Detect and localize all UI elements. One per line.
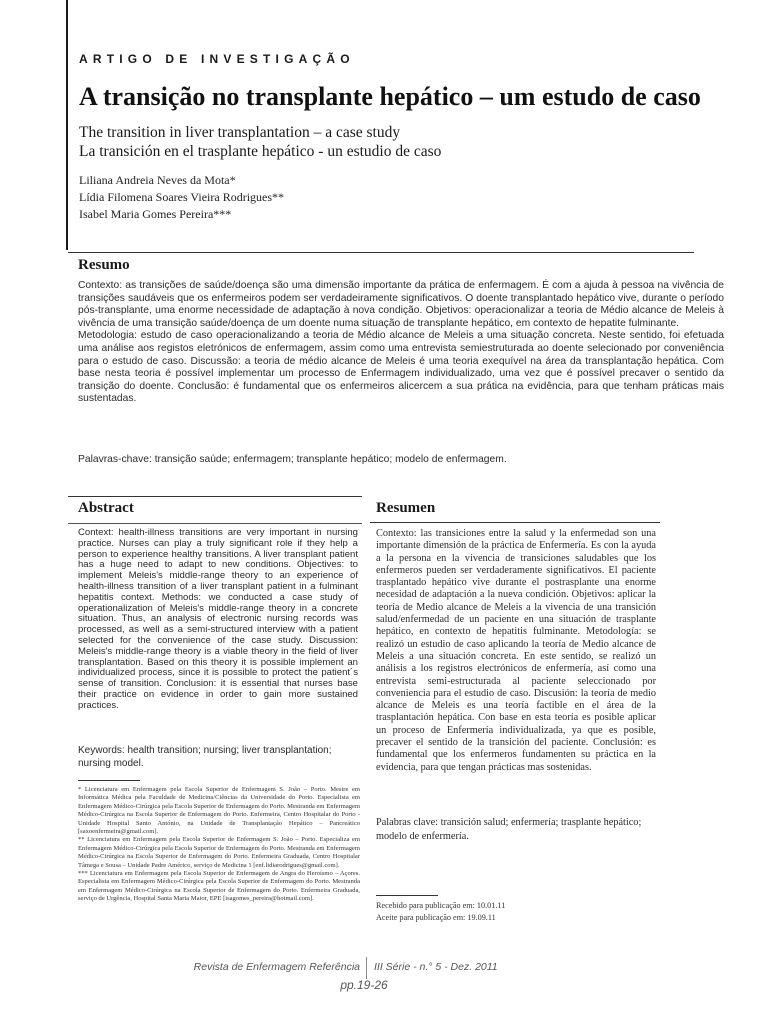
author-name: Liliana Andreia Neves da Mota*	[79, 173, 236, 187]
section-divider	[68, 523, 362, 524]
abstract-keywords: Keywords: health transition; nursing; liver transplantation; nursing model.	[78, 745, 332, 769]
section-divider	[68, 252, 694, 253]
dates-divider	[376, 895, 438, 896]
footer-divider	[366, 957, 367, 979]
footnote: ** Licenciatura em Enfermagem pela Escola Superior de Enfermagem S. João – Porto. Especializa em Enfermagem Médico-Cirúrgica pela Escola Superior de Enfermagem do Porto. Mestranda em Enfermagem Médico-Cirúrgica na Escola Superior de Enfermagem do Porto. Enfermeira Graduada, Centro Hospitalar Tâmega e Sousa – Unidade Padre Américo, serviço de Medicina 1 [enf.lidiarodrigues@gmail.com].	[78, 836, 360, 869]
subtitle-spanish: La transición en el trasplante hepático - un estudio de caso	[79, 143, 442, 160]
resumo-keywords: Palavras-chave: transição saúde; enfermagem; transplante hepático; modelo de enfermagem.	[78, 454, 507, 465]
section-divider	[68, 496, 362, 497]
section-label: ARTIGO DE INVESTIGAÇÃO	[79, 52, 355, 66]
resumo-heading: Resumo	[78, 257, 130, 273]
article-title: A transição no transplante hepático – um estudo de caso	[79, 82, 701, 111]
subtitle-english: The transition in liver transplantation – a case study	[79, 124, 401, 141]
author-footnotes	[78, 786, 360, 904]
footnote: *** Licenciatura em Enfermagem pela Escola Superior de Enfermagem de Angra do Heroísmo – Açores. Especialista em Enfermagem Médico-Cirúrgica pela Escola Superior de Enfermagem do Porto. Mestranda em Enfermagem Médico-Cirúrgica na Escola Superior de Enfermagem do Porto. Enfermeira Graduada, serviço de Urgência, Hospital Santa Maria Maior, EPE [isagomes_pereira@hotmail.com].	[78, 870, 360, 903]
abstract-body: Context: health-illness transitions are very important in nursing practice. Nurses can play a truly significant role if they help a person to experience healthy transitions. A liver transplant patient has a huge need to adapt to new conditions. Objectives: to implement Meleis's middle-range theory to an experience of health-illness transition of a liver transplant patient in a fulminant hepatitis context. Methods: we conducted a case study of operationalization of Meleis's middle-range theory in a concrete situation. Thus, an analysis of electronic nursing records was processed, as well as a semi-structured interview with a patient selected for the convenience of the case study. Discussion: Meleis's middle-range theory is a viable theory in the field of liver transplantation. Based on this theory it is possible implement an individualized process, since it is possible to protect the patient´s sense of transition. Conclusion: it is essential that nurses base their practice on evidence in order to gain more sustained practices.	[78, 527, 358, 711]
resumen-heading: Resumen	[376, 500, 436, 516]
resumo-paragraph: Contexto: as transições de saúde/doença são uma dimensão importante da prática de enfermagem. É com a ajuda à pessoa na vivência de transições saudáveis que os enfermeiros podem ser verdadeiramente significativos. O doente transplantado hepático vive, durante o período pós-transplante, uma enorme necessidade de adaptação à nova condição. Objetivos: operacionalizar a teoria de Médio alcance de Meleis à vivência de uma transição saúde/doença de um doente numa situação de transplante hepático, em contexto de hepatite fulminante.	[78, 280, 724, 329]
header-vertical-rule	[66, 0, 68, 250]
abstract-heading: Abstract	[78, 500, 134, 516]
footer-page-range: pp.19-26	[340, 978, 388, 992]
publication-dates	[376, 900, 505, 924]
accepted-date: Aceite para publicação em: 19.09.11	[376, 913, 496, 922]
resumen-body: Contexto: las transiciones entre la salud y la enfermedad son una importante dimensión de la práctica de Enfermería. Es con la ayuda a la persona en la vivencia de transiciones saludables que los enfermeros pueden ser verdaderamente significativos. El paciente trasplantado hepático vive durante el postrasplante una enorme necesidad de adaptación a la nueva condición. Objetivos: aplicar la teoría de Medio alcance de Meleis a la vivencia de una transición salud/enfermedad de un paciente en una situación de trasplante hepático, en contexto de hepatitis fulminante. Metodología: se realizó un estudio de caso aplicando la teoría de Medio alcance de Meleis a una situación concreta. En este sentido, se realizó un análisis a los registros electrónicos de enfermería, así como una entrevista semi-estructurada al paciente seleccionado por conveniencia para el estudio de caso. Discusión: la teoría de medio alcance de Meleis es una teoría factible en el área de la trasplantación hepática. Con base en esta teoría es posible aplicar un proceso de Enfermería individualizada, ya que es posible, precaver el sentido de la transición del paciente. Conclusión: es fundamental que los enfermeros fundamenten su práctica en la evidencia, para que tengan prácticas mas sostenidas.	[376, 528, 656, 773]
footnote: * Licenciatura em Enfermagem pela Escola Superior de Enfermagem S. João – Porto. Mestre em Informática Médica pela Faculdade de Medicina/Ciências da Universidade do Porto. Especialista em Enfermagem Médico-Cirúrgica pela Escola Superior de Enfermagem do Porto. Mestranda em Enfermagem Médico-Cirúrgica na Escola Superior de Enfermagem do Porto. Enfermeira, Centro Hospitalar do Porto - Unidade Hospital Santo António, na Unidade de Transplantação Hepático – Pancreático [saxoenfermeira@gmail.com].	[78, 786, 360, 836]
footer-journal-name: Revista de Enfermagem Referência	[193, 961, 360, 973]
footer-issue: III Série - n.° 5 - Dez. 2011	[374, 961, 498, 973]
footnote-divider	[78, 780, 140, 781]
resumo-body	[78, 280, 724, 406]
resumo-paragraph: Metodologia: estudo de caso operacionalizando a teoria de Médio alcance de Meleis a uma situação concreta. Neste sentido, foi efetuada uma análise aos registos eletrónicos de enfermagem, assim como uma entrevista semiestruturada ao doente selecionado por conveniência para o estudo de caso. Discussão: a teoria de médio alcance de Meleis é uma teoria exequível na área da transplantação hepática. Com base nesta teoria é possível implementar um processo de Enfermagem individualizado, uma vez que é possível precaver o sentido da transição do doente. Conclusão: é fundamental que os enfermeiros alicercem a sua prática na evidência, para que tenham práticas mais sustentadas.	[78, 330, 724, 405]
author-list	[79, 172, 284, 223]
section-divider	[370, 522, 660, 523]
resumen-keywords: Palabras clave: transición salud; enfermería; trasplante hepático; modelo de enfermería.	[376, 817, 642, 842]
author-name: Lídia Filomena Soares Vieira Rodrigues**	[79, 190, 285, 204]
received-date: Recebido para publicação em: 10.01.11	[376, 901, 506, 910]
author-name: Isabel Maria Gomes Pereira***	[79, 207, 232, 221]
